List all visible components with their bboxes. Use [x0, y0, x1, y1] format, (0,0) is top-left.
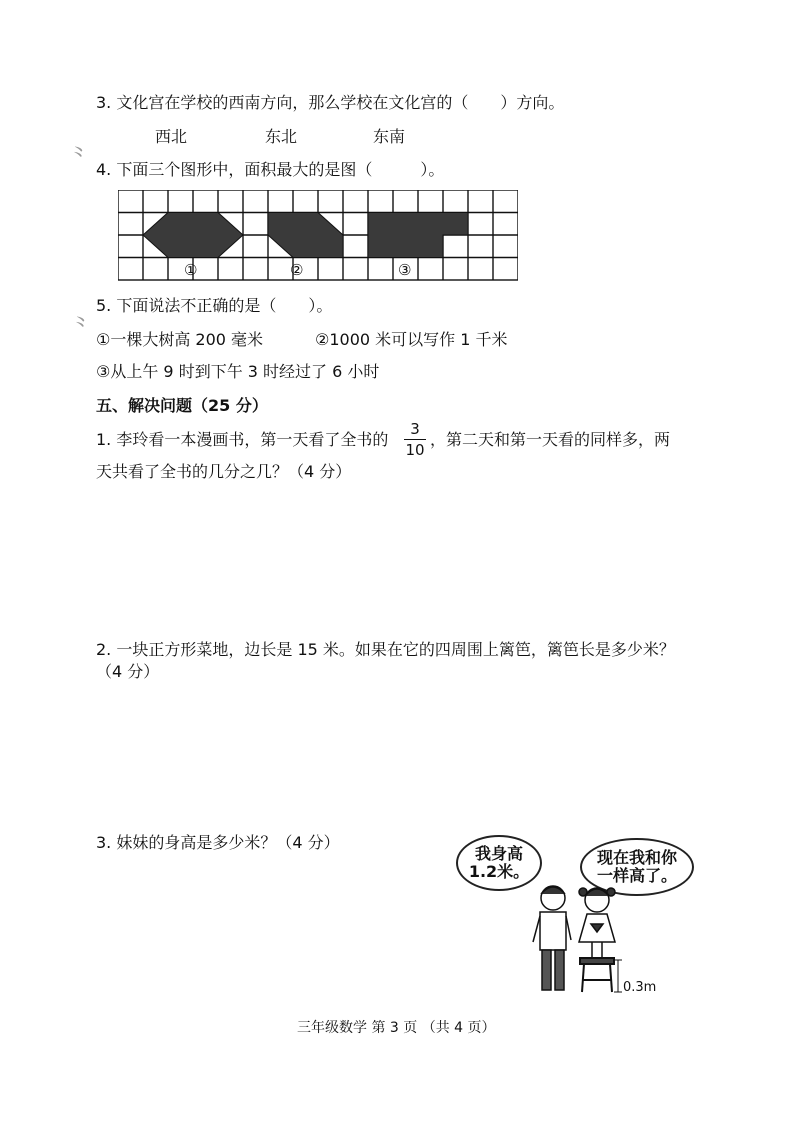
figure-label-3: ③	[398, 261, 412, 279]
problem1-fraction	[404, 420, 426, 459]
q3-option-3: 东南	[373, 127, 406, 146]
children-illustration	[525, 880, 685, 1000]
scan-mark-mid: ⺀	[70, 315, 93, 340]
q5-option-2: ②1000 米可以写作 1 千米	[315, 330, 508, 349]
boy-figure	[533, 886, 571, 990]
problem3-stem: 3. 妹妹的身高是多少米？（4 分）	[96, 833, 340, 852]
fraction-bar	[404, 439, 426, 440]
q4-stem: 4. 下面三个图形中，面积最大的是图（ ）。	[96, 160, 445, 179]
figure-label-1: ①	[184, 261, 198, 279]
q3-stem: 3. 文化宫在学校的西南方向，那么学校在文化宫的（ ）方向。	[96, 93, 565, 112]
figure-label-2: ②	[290, 261, 304, 279]
stool	[580, 958, 614, 992]
bubble-boy-line1: 我身高	[474, 844, 523, 863]
bubble-girl-line2: 一样高了。	[596, 866, 677, 885]
problem2-line1: 2. 一块正方形菜地，边长是 15 米。如果在它的四周围上篱笆，篱笆长是多少米？	[96, 640, 675, 659]
shape-3-stepped	[368, 213, 468, 258]
q3-option-2: 东北	[265, 127, 298, 146]
problem2-line2: （4 分）	[96, 662, 160, 681]
problem1-line1-after: ，第二天和第一天看的同样多，两	[430, 430, 671, 449]
q5-option-1: ①一棵大树高 200 毫米	[96, 330, 264, 349]
stool-height-label: 0.3m	[623, 980, 657, 995]
problem1-line1-before: 1. 李玲看一本漫画书，第一天看了全书的	[96, 430, 389, 449]
scan-mark-top: ⺀	[68, 145, 91, 170]
height-marker	[614, 960, 622, 992]
q5-option-3: ③从上午 9 时到下午 3 时经过了 6 小时	[96, 362, 380, 381]
bubble-girl-line1: 现在我和你	[596, 848, 677, 867]
q3-option-1: 西北	[155, 127, 188, 146]
fraction-numerator: 3	[410, 420, 420, 438]
problem1-line2: 天共看了全书的几分之几？（4 分）	[96, 462, 352, 481]
girl-figure	[579, 888, 615, 958]
shape-1-hexagon	[143, 213, 243, 258]
section-title: 五、解决问题（25 分）	[96, 396, 268, 415]
page-footer: 三年级数学 第 3 页 （共 4 页）	[297, 1020, 496, 1036]
shape-grid	[118, 190, 518, 282]
shape-2-pentagon	[268, 213, 343, 258]
bubble-boy-line2: 1.2米。	[468, 862, 530, 881]
q5-stem: 5. 下面说法不正确的是（ ）。	[96, 296, 333, 315]
fraction-denominator: 10	[405, 441, 425, 459]
